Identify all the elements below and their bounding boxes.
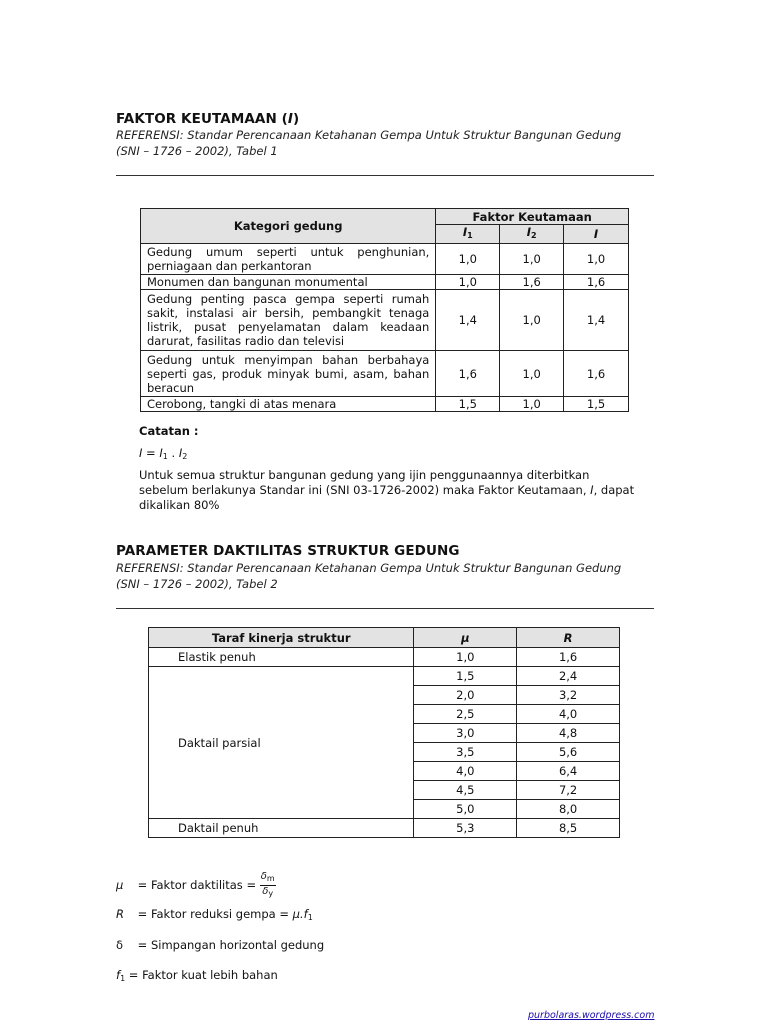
divider-2 xyxy=(116,608,654,609)
ductility-table xyxy=(148,627,620,838)
mu-cell: 3,0 xyxy=(414,724,517,743)
i1-cell: 1,6 xyxy=(436,351,500,397)
i2-cell: 1,0 xyxy=(500,351,564,397)
mu-cell: 5,3 xyxy=(414,819,517,838)
importance-formula: $I = I_1$ . $I_2$ xyxy=(139,446,188,461)
table-row xyxy=(141,275,629,290)
header-mu: μ xyxy=(414,628,517,648)
table-row xyxy=(141,290,629,351)
header-i: I xyxy=(564,225,629,244)
header-r: R xyxy=(517,628,620,648)
i2-cell: 1,6 xyxy=(500,275,564,290)
i2-cell: 1,0 xyxy=(500,244,564,275)
table-row xyxy=(149,819,620,838)
level-cell: Daktail parsial xyxy=(149,667,414,819)
header-importance-factor: Faktor Keutamaan xyxy=(436,209,629,225)
mu-cell: 2,0 xyxy=(414,686,517,705)
level-cell: Daktail penuh xyxy=(149,819,414,838)
reference-note-1: REFERENSI: Standar Perencanaan Ketahanan Gempa Untuk Struktur Bangunan Gedung (SNI – 1726 – 2002), Tabel 1 xyxy=(116,128,622,158)
notes-paragraph: Untuk semua struktur bangunan gedung yang ijin penggunaannya diterbitkan sebelum berlakunya Standar ini (SNI 03-1726-2002) maka Faktor Keutamaan, I, dapat dikalikan 80% xyxy=(139,468,635,512)
level-cell: Elastik penuh xyxy=(149,648,414,667)
mu-cell: 1,5 xyxy=(414,667,517,686)
importance-factor-table xyxy=(140,208,629,412)
i-cell: 1,6 xyxy=(564,351,629,397)
section-title-faktor-keutamaan: FAKTOR KEUTAMAAN (I) xyxy=(116,111,300,127)
reference-note-2: REFERENSI: Standar Perencanaan Ketahanan Gempa Untuk Struktur Bangunan Gedung (SNI – 1726 – 2002), Tabel 2 xyxy=(116,561,622,591)
mu-cell: 5,0 xyxy=(414,800,517,819)
r-cell: 7,2 xyxy=(517,781,620,800)
header-i2: $I_2$ xyxy=(500,225,564,244)
i2-cell: 1,0 xyxy=(500,290,564,351)
r-cell: 1,6 xyxy=(517,648,620,667)
table-row xyxy=(149,648,620,667)
footer-website-link[interactable]: purbolaras.wordpress.com xyxy=(528,1010,655,1021)
r-cell: 4,8 xyxy=(517,724,620,743)
i1-cell: 1,4 xyxy=(436,290,500,351)
header-performance-level: Taraf kinerja struktur xyxy=(149,628,414,648)
i-cell: 1,5 xyxy=(564,397,629,412)
i-cell: 1,4 xyxy=(564,290,629,351)
r-cell: 2,4 xyxy=(517,667,620,686)
mu-cell: 1,0 xyxy=(414,648,517,667)
category-cell: Gedung umum seperti untuk penghunian, perniagaan dan perkantoran xyxy=(141,244,436,275)
table-row xyxy=(141,244,629,275)
divider-1 xyxy=(116,175,654,176)
r-cell: 5,6 xyxy=(517,743,620,762)
r-cell: 3,2 xyxy=(517,686,620,705)
i2-cell: 1,0 xyxy=(500,397,564,412)
i1-cell: 1,0 xyxy=(436,244,500,275)
mu-cell: 4,5 xyxy=(414,781,517,800)
category-cell: Cerobong, tangki di atas menara xyxy=(141,397,436,412)
i1-cell: 1,5 xyxy=(436,397,500,412)
r-cell: 8,0 xyxy=(517,800,620,819)
r-cell: 4,0 xyxy=(517,705,620,724)
category-cell: Gedung untuk menyimpan bahan berbahaya seperti gas, produk minyak bumi, asam, bahan beracun xyxy=(141,351,436,397)
category-cell: Monumen dan bangunan monumental xyxy=(141,275,436,290)
table-row xyxy=(141,351,629,397)
table-row xyxy=(149,667,620,686)
mu-cell: 3,5 xyxy=(414,743,517,762)
i1-cell: 1,0 xyxy=(436,275,500,290)
i-cell: 1,6 xyxy=(564,275,629,290)
legend-delta: δ = Simpangan horizontal gedung xyxy=(116,938,325,952)
header-i1: $I_1$ xyxy=(436,225,500,244)
header-category: Kategori gedung xyxy=(141,209,436,244)
notes-heading: Catatan : xyxy=(139,424,199,438)
mu-cell: 4,0 xyxy=(414,762,517,781)
r-cell: 6,4 xyxy=(517,762,620,781)
section-title-daktilitas: PARAMETER DAKTILITAS STRUKTUR GEDUNG xyxy=(116,543,460,559)
legend-f1: $f_1$ = Faktor kuat lebih bahan xyxy=(116,968,278,983)
mu-cell: 2,5 xyxy=(414,705,517,724)
legend-mu: μ = Faktor daktilitas = $\frac{\delta_m}{\delta_y}$ xyxy=(116,871,275,898)
i-cell: 1,0 xyxy=(564,244,629,275)
r-cell: 8,5 xyxy=(517,819,620,838)
table-row xyxy=(141,397,629,412)
category-cell: Gedung penting pasca gempa seperti rumah sakit, instalasi air bersih, pembangkit tenaga listrik, pusat penyelamatan dalam keadaan darurat, fasilitas radio dan televisi xyxy=(141,290,436,351)
legend-r: R = Faktor reduksi gempa = $\mu.f_1$ xyxy=(116,907,313,922)
ductility-fraction: $\frac{\delta_m}{\delta_y}$ xyxy=(260,871,275,898)
